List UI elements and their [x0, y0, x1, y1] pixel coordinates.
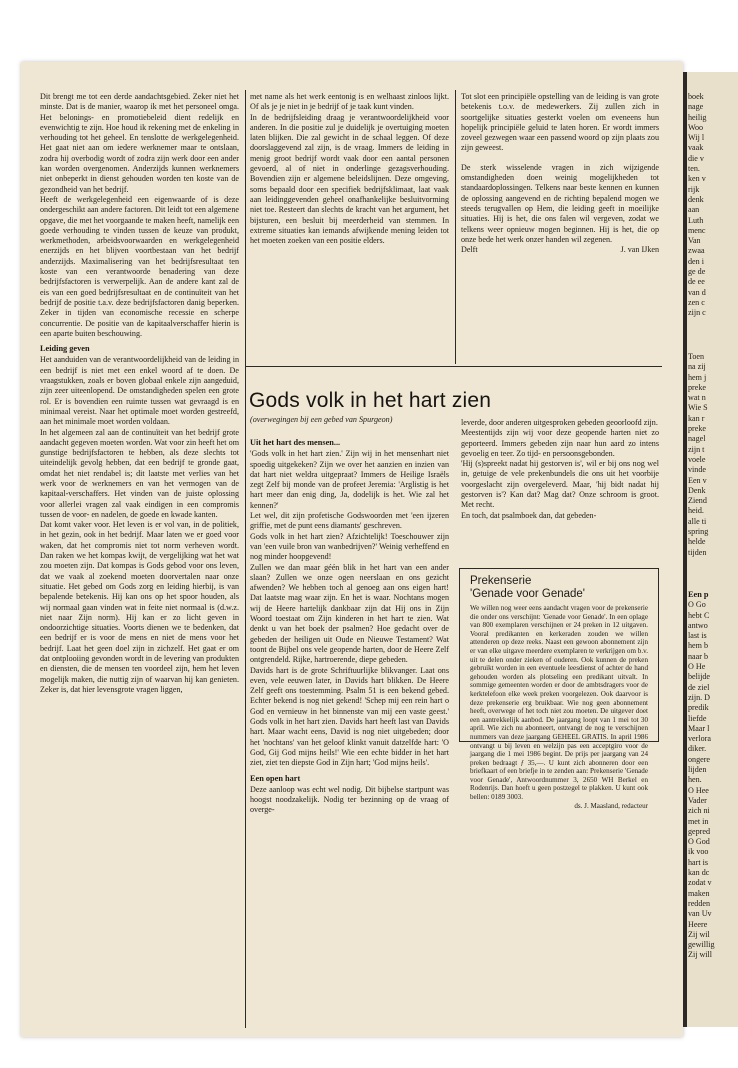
edge-line: last is	[688, 631, 707, 641]
edge-line: Ziend	[688, 496, 707, 506]
edge-line: ik voo	[688, 847, 709, 857]
edge-column-bottom	[688, 590, 738, 961]
edge-line: Wie S	[688, 403, 708, 413]
paragraph: Let wel, dit zijn profetische Godswoorden met 'een ijzeren griffie, met de punt eens diamants' geschreven.	[250, 511, 449, 531]
edge-line: na zij	[688, 362, 706, 372]
edge-heading: Een p	[688, 590, 709, 599]
edge-line: liefde	[688, 713, 707, 723]
paragraph: Deze aanloop was echt wel nodig. Dit bijbelse startpunt was hoogst noodzakelijk. Nodig ter bezinning op de vraag of overge-	[250, 784, 449, 815]
edge-line: hem b	[688, 641, 709, 651]
edge-line: hem j	[688, 372, 707, 382]
edge-line: Denk	[688, 485, 706, 495]
edge-line: Een v	[688, 475, 707, 485]
section-heading: Leiding geven	[40, 344, 90, 354]
paragraph: leverde, door anderen uitgesproken gebeden geoorloofd zijn.	[461, 418, 658, 427]
edge-line: Toen	[688, 352, 705, 361]
edge-line: zodat v	[688, 878, 712, 888]
edge-column-mid	[688, 352, 738, 558]
edge-line: vinde	[688, 465, 706, 475]
paragraph: Zullen we dan maar géén blik in het hart van een ander slaan? Zullen we onze ogen neerslaan en ons gezicht afwenden? We hebben toch al genoeg aan ons eigen hart! Dat laatste mag waar zijn. En het is waar. Nochtans mogen wij de Heere hartelijk dankbaar zijn dat Hij ons in Zijn Woord toestaat om Zijn kinderen in het hart te zien. Wat denkt u van het boek der psalmen? Hoe gedacht over de gebeden der heiligen uit Oude en Nieuwe Testament? Wat toont de Bijbel ons vele geopende harten, door de Heere Zelf ontgrendeld. Rijke, hartroerende, diepe gebeden.	[250, 562, 449, 665]
edge-line: heid.	[688, 506, 704, 516]
edge-line: predik	[688, 703, 709, 713]
column-3	[461, 92, 659, 360]
edge-line: met in	[688, 816, 709, 826]
edge-line: Van	[688, 236, 701, 246]
edge-line: maken	[688, 888, 710, 898]
edge-line: diker.	[688, 744, 707, 754]
edge-line: ten.	[688, 164, 700, 174]
edge-line: van Uv	[688, 909, 712, 919]
edge-line: ge de	[688, 267, 706, 277]
edge-line: tijden	[688, 547, 707, 557]
edge-line: Woo	[688, 122, 704, 132]
edge-line: menc	[688, 225, 706, 235]
paragraph: Tot slot een principiële opstelling van de leiding is van grote betekenis t.o.v. de medewerkers. Zij zullen zich in soortgelijke situaties gesterkt voelen om eveneens hun hopelijk principiële geluid te laten horen. Er wordt immers zoveel gezwegen waar een passend woord op zijn plaats zou zijn geweest.	[461, 92, 659, 153]
edge-line: de ee	[688, 277, 705, 287]
edge-line: alle ti	[688, 516, 707, 526]
author: J. van IJken	[620, 245, 659, 255]
edge-line: vaak	[688, 143, 704, 153]
edge-line: spring	[688, 527, 709, 537]
edge-line: voele	[688, 454, 706, 464]
edge-line: O Hee	[688, 785, 709, 795]
paragraph: 'Hij (s)spreekt nadat hij gestorven is', wil er bij ons nog wel in, getuige de vele prekenbundels die ons uit het voorbije voorgeslacht zijn overgeleverd. Maar, 'hij bidt nadat hij gestorven is'? Kan dat? Mag dat? Onze schroom is groot. Met recht.	[461, 459, 659, 510]
article-column-1	[250, 438, 449, 1028]
edge-line: die v	[688, 153, 704, 163]
edge-line: zijn c	[688, 308, 706, 318]
paragraph: met name als het werk eentonig is en welhaast zinloos lijkt. Of als je je niet in je bedrijf of je taak kunt vinden.	[250, 92, 449, 112]
column-1	[40, 92, 239, 1028]
prekenserie-notice-box	[459, 568, 659, 810]
edge-line: kan dc	[688, 868, 710, 878]
article-column-2	[461, 418, 659, 560]
edge-line: denk	[688, 194, 704, 204]
edge-line: gepred	[688, 826, 711, 836]
edge-line: Wij l	[688, 133, 705, 143]
column-divider	[455, 90, 456, 364]
edge-line: hen.	[688, 775, 702, 785]
edge-line: boek	[688, 92, 704, 101]
edge-line: aan	[688, 205, 700, 215]
edge-line: zen c	[688, 297, 705, 307]
edge-line: Vader	[688, 795, 707, 805]
edge-line: zwaa	[688, 246, 705, 256]
notice-body: We willen nog weer eens aandacht vragen voor de prekenserie die onder ons verschijnt: 'Genade voor Genade'. In een oplage van 800 exemplaren verschijnen er 24 preken in 12 uitgaven. Vooral predikanten en kerkeraden zouden we willen attenderen op deze reeks. Naast een gewoon abonnement zijn er van elke uitgave meerdere exemplaren te verkrijgen om b.v. uit te delen onder zieken of ouderen. Ook kunnen de preken gebruikt worden in een eventuele leesdienst of achter de hand gehouden worden als plotseling een predikant uitvalt. In sommige gemeenten worden er door de ambtsdragers voor de kerktelefoon elke week preken voorgelezen. Ook daarvoor is deze prekenserie erg bruikbaar. Wie nog geen abonnement heeft, overwege of het toch niet zou moeten. De uitgever doet een aantrekkelijk aanbod. De jaargang loopt van 1 mei tot 30 april. Wie zich nu abonneert, ontvangt de nog te verschijnen nummers van deze jaargang GEHEEL GRATIS. In april 1986 ontvangt u bij leven en welzijn pas een acceptgiro voor de jaargang die 1 mei 1986 begint. De prijs per jaargang van 24 preken bedraagt ƒ 35,—. U kunt zich abonneren door een briefkaart of een briefje in te zenden aan: Prekenserie 'Genade voor Genade', Antwoordnummer 3, 2650 WH Berkel en Rodenrijs. Dan hoeft u geen postzegel te plakken. U kunt ook bellen: 0189 3003.	[470, 604, 648, 802]
paragraph: Davids hart is de grote Schriftuurlijke blikvanger. Laat ons even, vele eeuwen later, in Davids hart blikken. De Heere Zelf geeft ons toestemming. Psalm 51 is een bekend gebed. Echter bekend is nog niet gekend! 'Schep mij een rein hart o God en vernieuw in het binnenste van mij een vaste geest.' Gods volk in het hart zien. Davids hart heeft last van Davids hart. Maar wacht eens, David is nog niet uitgebeden; door het 'nochtans' van het geloof klinkt vanuit datzelfde hart: 'O God, Gij God mijns heils!' Wie een echte bidder in het hart ziet, ziet ten diepste God in Zijn hart; 'God mijns heils'.	[250, 665, 449, 768]
edge-line: Luth	[688, 215, 704, 225]
edge-column-top	[688, 92, 738, 319]
edge-line: belijde	[688, 672, 711, 682]
edge-line: O God	[688, 837, 710, 847]
edge-line: hebt C	[688, 610, 710, 620]
edge-line: wat n	[688, 393, 706, 403]
edge-line: gewillig	[688, 940, 715, 950]
paragraph: En toch, dat psalmboek dan, dat gebeden-	[461, 510, 597, 520]
edge-line: helde	[688, 537, 706, 547]
column-divider	[245, 90, 246, 1028]
edge-line: Heere	[688, 919, 708, 929]
edge-line: hart is	[688, 857, 709, 867]
notice-title: Prekenserie	[470, 575, 532, 587]
edge-line: verlora	[688, 734, 711, 744]
edge-line: nagel	[688, 434, 706, 444]
paragraph: Meestentijds zijn wij voor deze geopende harten niet zo geporteerd. Immers gebeden zijn naar hun aard zo intens gevoelig en teer. Zo tijd- en persoonsgebonden.	[461, 428, 659, 458]
edge-line: zich ni	[688, 806, 710, 816]
paragraph: Heeft de werkgelegenheid een eigenwaarde of is deze ondergeschikt aan andere factoren. Dit leidt tot een algemene opgave, die met het voorgaande te maken heeft, namelijk een goede verhouding te vinden tussen de keuze van produkt, werkmethoden, arbeidsvoorwaarden en werkgelegenheid enerzijds en het blijven voortbestaan van het bedrijf anderzijds. Maximalisering van het bedrijfsresultaat ten koste van een verantwoorde benadering van deze bedrijfsfactoren is verwerpelijk. Aan de andere kant zal de eis van een goed bedrijfsresultaat en de continuïteit van het bedrijf de positie t.a.v. deze bedrijfsfactoren danig beperken. Zeker in tijden van economische recessie en scherpe concurrentie. De positie van de kapitaalverschaffer hierin is een aparte buiten beschouwing.	[40, 194, 239, 338]
paragraph: 'Gods volk in het hart zien.' Zijn wij in het mensenhart niet spoedig uitgekeken? Zijn we over het aanzien en inzien van dat hart niet weldra uitgepraat? Immers de Heilige Israëls zegt Zelf bij monde van de profeet Jeremia: 'Arglistig is het hart meer dan enig ding, Ja, dodelijk is het. Wie zal het kennen?'	[250, 449, 449, 510]
notice-signature: ds. J. Maasland, redacteur	[574, 801, 648, 810]
edge-line: O He	[688, 662, 706, 672]
signature-line	[461, 245, 659, 255]
notice-subtitle: 'Genade voor Genade'	[470, 588, 585, 600]
paragraph: Dit brengt me tot een derde aandachtsgebied. Zeker niet het minste. Dat is de manier, waarop ik met het personeel omga. Het belonings- en promotiebeleid dient redelijk en evenwichtig te zijn. Hoe houd ik rekening met de enkeling in verhouding tot het geheel. En tenslotte de werkgelegenheid. Het gaat niet aan om iedere werknemer maar te ontslaan, zodra hij overbodig wordt of zodra zijn werk door een ander kan worden overgenomen. Anderzijds kunnen werknemers niet onbeperkt in dienst gehouden worden ten koste van de gezondheid van het bedrijf.	[40, 92, 239, 194]
paragraph: In het algemeen zal aan de continuïteit van het bedrijf grote aandacht gegeven moeten worden. Wat voor zin heeft het om gunstige bedrijfsfactoren te hebben, als deze slechts tot uiteindelijk gevolg hebben, dat een bedrijf te gronde gaat, omdat het niet rendabel is; dit laatste met verlies van het werk voor de werknemers en van het vermogen van de kapitaal-verschaffers. Het vinden van de juiste oplossing voor allerlei vragen zal vaak eindigen in een compromis tussen de voor- en nadelen, de goede en kwade kanten.	[40, 427, 239, 519]
edge-line: van d	[688, 287, 706, 297]
edge-line: naar b	[688, 651, 708, 661]
paragraph: Gods volk in het hart zien? Afzichtelijk! Toeschouwer zijn van 'een vuile bron van wanbedrijven?' Weinig verheffend en nog minder hoopgevend!	[250, 531, 449, 562]
edge-line: ken v	[688, 174, 706, 184]
paragraph: De sterk wisselende vragen in zich wijzigende omstandigheden doen weinig mogelijkheden tot standaardoplossingen. Telkens naar beste kennen en kunnen de oplossing aangevend en de richting bepalend mogen we steeds terugvallen op Hem, die leiding geeft in moeilijke situaties. Hij is het, die ons falen wil vergeven, zodat we telkens weer opnieuw mogen beginnen. Hij is het, die op onze bede het werk onzer handen wil zegenen.	[461, 162, 659, 244]
edge-line: den i	[688, 256, 704, 266]
edge-line: kan r	[688, 413, 705, 423]
edge-line: Maar l	[688, 723, 710, 733]
edge-line: ongere	[688, 754, 711, 764]
section-heading: Uit het hart des mensen...	[250, 438, 341, 447]
section-divider	[246, 366, 662, 367]
column-2	[250, 92, 449, 360]
paragraph: In de bedrijfsleiding draag je verantwoordelijkheid voor anderen. In die positie zul je duidelijk je overtuiging moeten laten blijken. Die zal gewicht in de schaal leggen. Of deze doorslaggevend zal zijn, is de vraag. Immers de leiding in menig groot bedrijf wordt vaak door een aantal personen gevoerd, al of niet in onderlinge gezagsverhouding. Bovendien zijn er algemene beleidslijnen. Deze omgeving, soms bepaald door een specifiek bedrijfsklimaat, laat vaak aan leidinggevenden geheel onafhankelijke besluitvorming niet toe. Resteert dan slechts de kracht van het argument, het bijsturen, een besluit bij meerderheid van stemmen. In extreme situaties kan iemands afwijkende mening leiden tot het moeten zoeken van een positie elders.	[250, 112, 449, 246]
place: Delft	[461, 245, 478, 255]
edge-line: zijn. D	[688, 692, 711, 702]
edge-line: heilig	[688, 112, 707, 122]
edge-line: rijk	[688, 184, 700, 194]
section-heading: Een open hart	[250, 773, 301, 783]
paragraph: Dat komt vaker voor. Het leven is er vol van, in de politiek, in het gezin, ook in het bedrijf. Maar laten we er goed voor waken, dat het compromis niet tot norm verheven wordt. Dan raken we het kompas kwijt, de vergelijking wat het wat zou moeten zijn. Dat kompas is Gods gebod voor ons leven, dat we vaak al zoekend moeten doorvertalen naar onze situatie. Het gebed om Gods zorg en leiding hierbij, is van bepalende betekenis. Hij kan ons op het spoor houden, als wij normaal gaan vinden wat in feite niet normaal is (d.w.z. niet naar Zijn norm). Hij kan er zo licht geven in ondoorzichtige situaties. Voorts dienen we te bedenken, dat een bedrijf er is voor de mens en niet de mens voor het bedrijf. Laat het geen doel zijn in zichzelf. Het gaat er om dat ontplooiing gevonden wordt in de levering van produkten en diensten, die de mensen ten voordeel zijn, hem het leven mogelijk maken, die nuttig zijn of waarvan hij kan genieten. Zeker is, dat hier levensgrote vragen liggen,	[40, 520, 239, 694]
edge-line: lijden	[688, 765, 707, 775]
edge-line: preke	[688, 424, 706, 434]
article-subtitle: (overwegingen bij een gebed van Spurgeon)	[250, 415, 393, 424]
article-title: Gods volk in het hart zien	[249, 389, 492, 412]
edge-line: de ziel	[688, 682, 710, 692]
edge-line: redden	[688, 898, 711, 908]
paragraph: Het aanduiden van de verantwoordelijkheid van de leiding in een bedrijf is niet met een enkel woord af te doen. De vraagstukken, zoals er boven globaal enkele zijn aangeduid, zijn zeer uiteenlopend. De omstandigheden spelen een grote rol. Er is bovendien een ruimte tussen wat gevraagd is en minimaal vereist. Naar het optimale moet worden gestreefd, aan het minimale moet worden voldaan.	[40, 355, 239, 427]
edge-line: O Go	[688, 600, 706, 610]
edge-line: zijn t	[688, 444, 705, 454]
edge-line: preke	[688, 382, 706, 392]
edge-line: Zij wil	[688, 929, 710, 939]
edge-line: Zij will	[688, 950, 713, 960]
edge-line: antwo	[688, 620, 708, 630]
edge-line: nage	[688, 102, 704, 112]
